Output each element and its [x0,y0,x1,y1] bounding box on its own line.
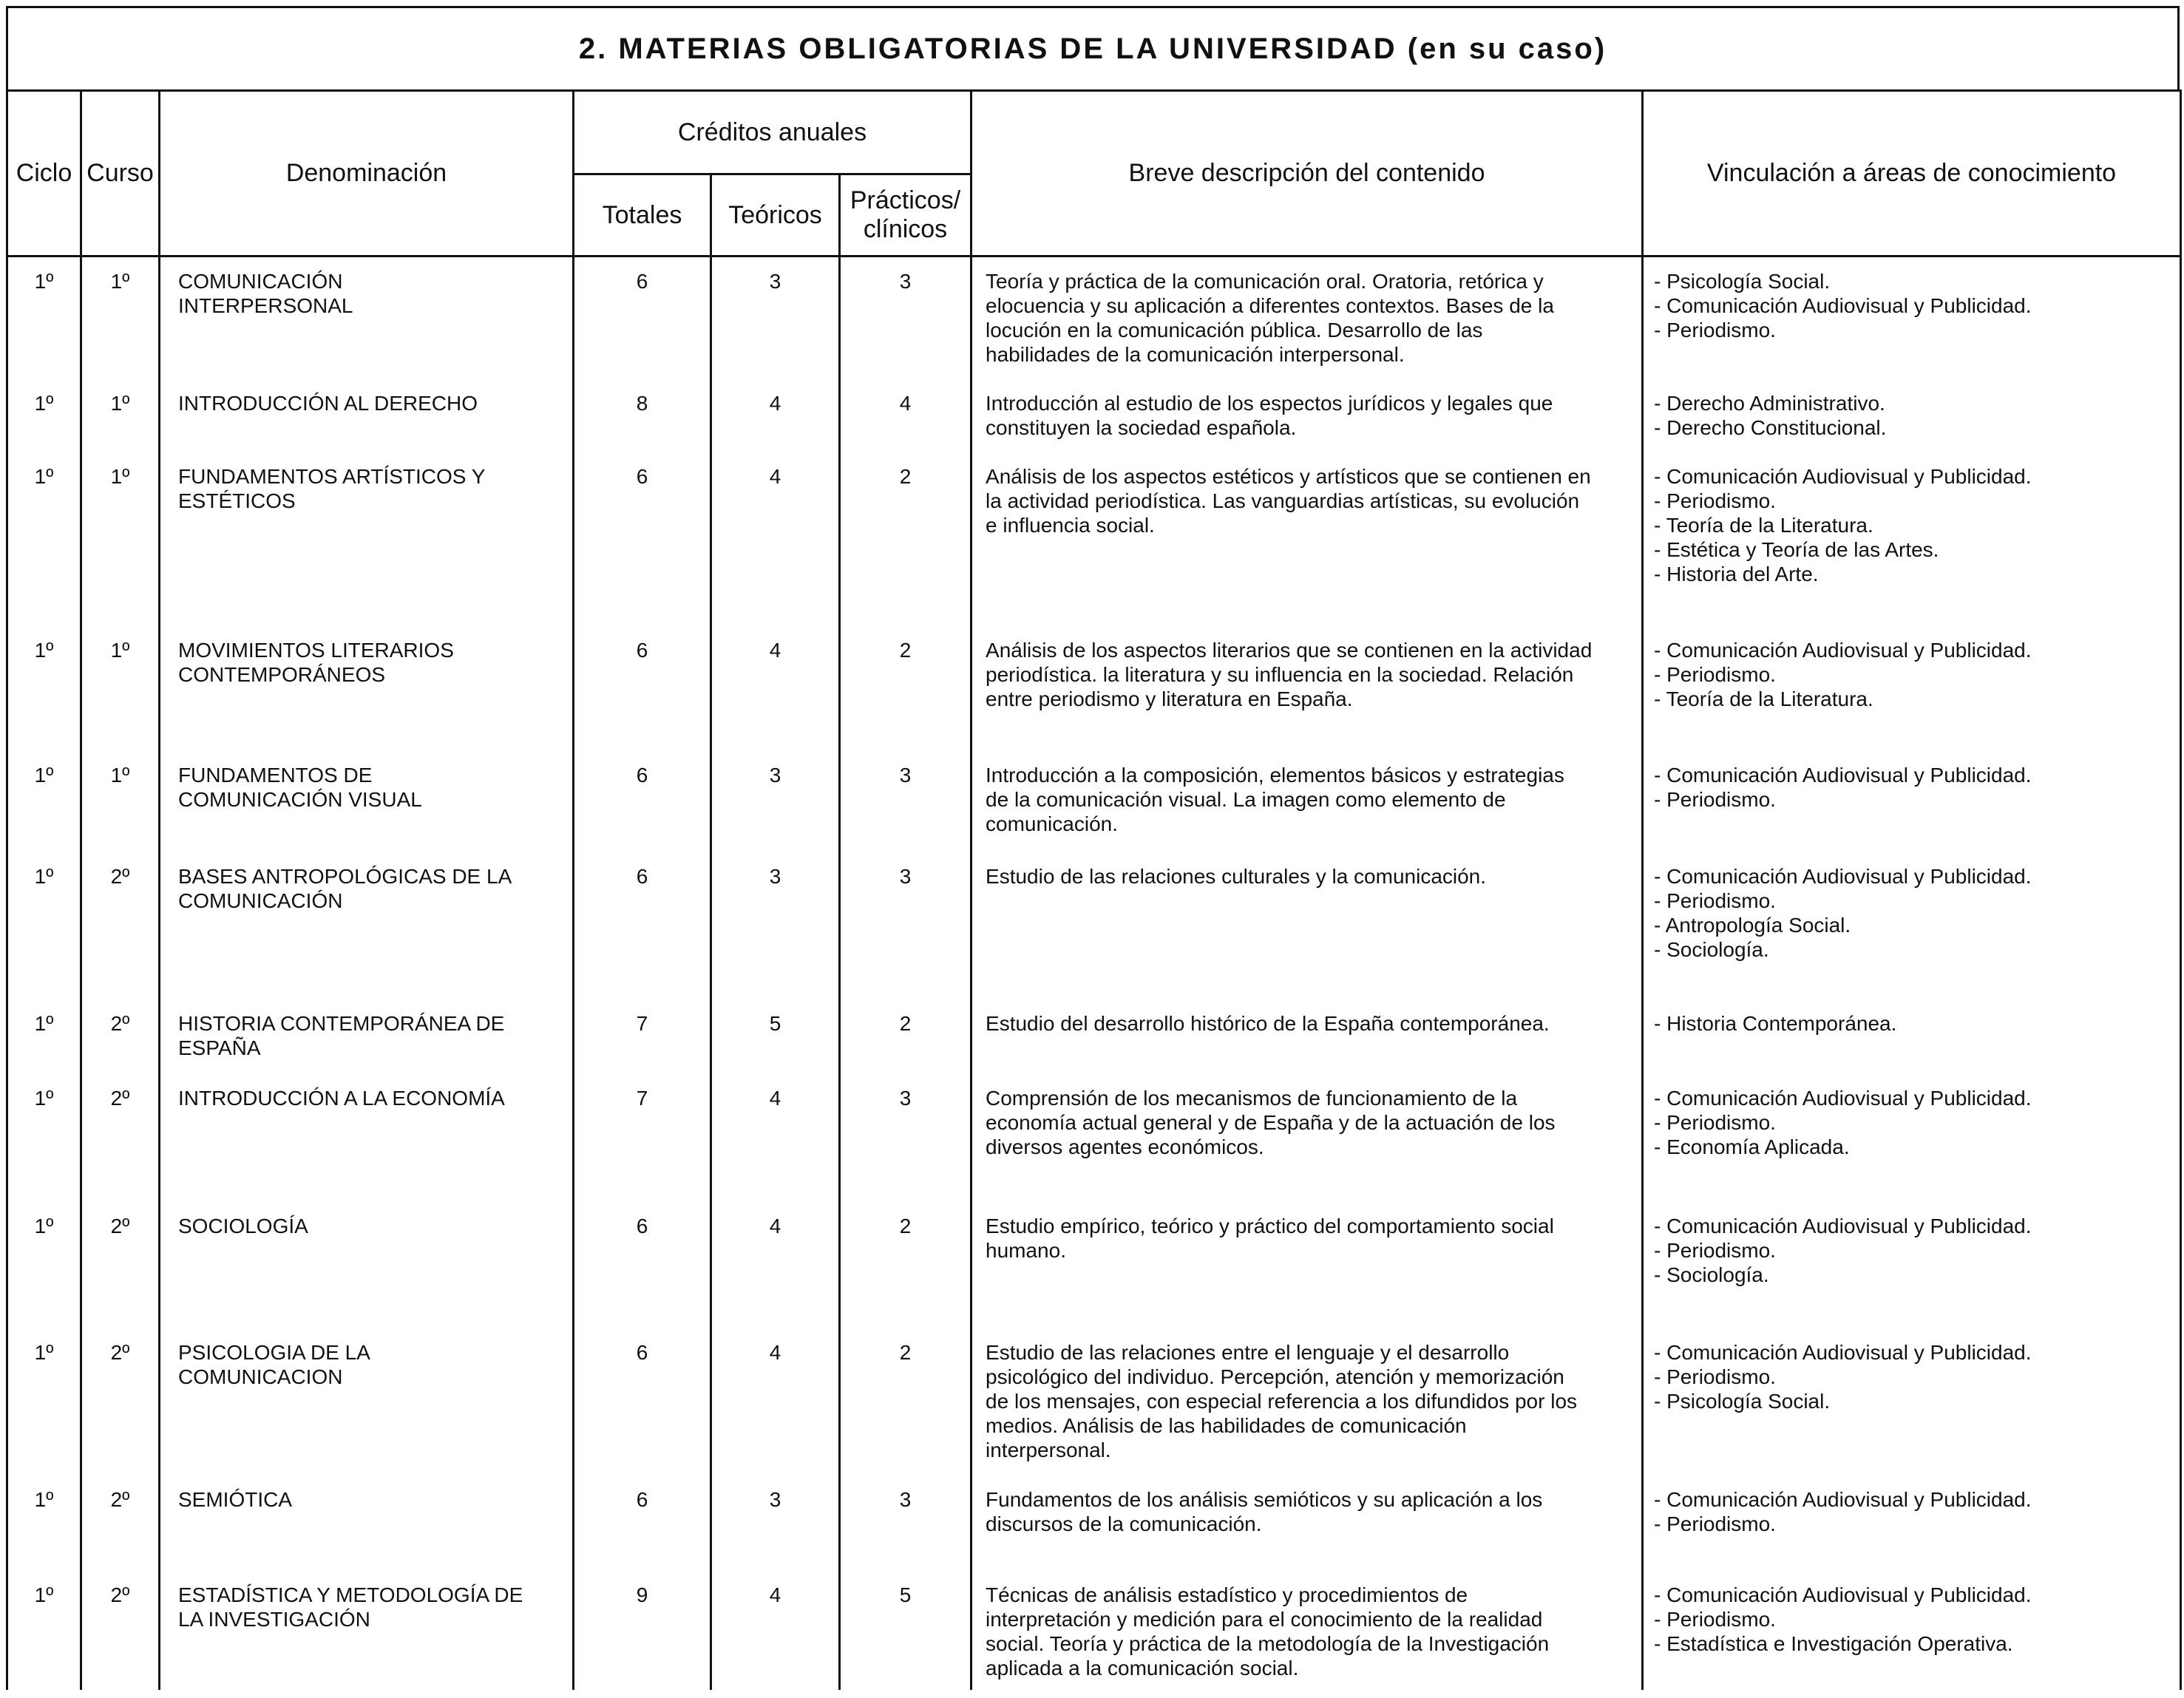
cell-ciclo: 1º [7,999,81,1074]
cell-curso: 1º [81,379,160,452]
header-teoricos: Teóricos [711,174,840,257]
vinculacion-item: - Sociología. [1654,1263,1769,1286]
cell-vinculacion [1643,1571,2181,1690]
header-practicos-line2: clínicos [863,215,948,243]
descripcion-line: elocuencia y su aplicación a diferentes contextos. Bases de la [986,294,1554,317]
cell-totales: 6 [574,452,711,626]
header-descripcion: Breve descripción del contenido [971,91,1643,257]
descripcion-line: la actividad periodística. Las vanguardias artísticas, su evolución [986,489,1580,512]
denominacion-line: FUNDAMENTOS DE [178,764,373,787]
cell-vinculacion [1643,257,2181,380]
cell-curso: 1º [81,751,160,852]
vinculacion-item: - Comunicación Audiovisual y Publicidad. [1654,465,2032,488]
descripcion-line: discursos de la comunicación. [986,1512,1262,1535]
table-row [7,379,2181,452]
cell-totales: 7 [574,999,711,1074]
descripcion-line: diversos agentes económicos. [986,1135,1264,1158]
cell-teoricos: 4 [711,452,840,626]
cell-practicos: 5 [840,1571,971,1690]
cell-denominacion [160,626,574,751]
cell-denominacion [160,751,574,852]
cell-curso: 1º [81,257,160,380]
descripcion-line: Estudio de las relaciones entre el lenguaje y el desarrollo [986,1341,1510,1364]
cell-practicos: 3 [840,751,971,852]
vinculacion-item: - Periodismo. [1654,1239,1776,1262]
descripcion-line: medios. Análisis de las habilidades de comunicación [986,1414,1467,1437]
cell-denominacion [160,1475,574,1571]
cell-vinculacion [1643,452,2181,626]
cell-totales: 9 [574,1571,711,1690]
cell-descripcion [971,999,1643,1074]
vinculacion-item: - Periodismo. [1654,489,1776,512]
vinculacion-item: - Comunicación Audiovisual y Publicidad. [1654,865,2032,888]
cell-descripcion [971,1475,1643,1571]
descripcion-line: Teoría y práctica de la comunicación oral. Oratoria, retórica y [986,270,1544,293]
denominacion-line: INTRODUCCIÓN A LA ECONOMÍA [178,1087,505,1110]
vinculacion-item: - Comunicación Audiovisual y Publicidad. [1654,639,2032,662]
cell-descripcion [971,852,1643,999]
cell-practicos: 2 [840,452,971,626]
cell-ciclo: 1º [7,1202,81,1328]
header-vinculacion: Vinculación a áreas de conocimiento [1643,91,2181,257]
cell-totales: 6 [574,751,711,852]
cell-ciclo: 1º [7,852,81,999]
denominacion-line: BASES ANTROPOLÓGICAS DE LA [178,865,512,888]
cell-denominacion [160,1571,574,1690]
header-denominacion: Denominación [160,91,574,257]
page-title: 2. MATERIAS OBLIGATORIAS DE LA UNIVERSIDAD (en su caso) [578,32,1607,65]
vinculacion-item: - Periodismo. [1654,889,1776,912]
cell-totales: 7 [574,1074,711,1202]
denominacion-line: INTERPERSONAL [178,294,353,317]
table-row [7,1074,2181,1202]
cell-vinculacion [1643,1328,2181,1475]
cell-totales: 6 [574,257,711,380]
table-body [7,257,2181,1691]
cell-ciclo: 1º [7,452,81,626]
vinculacion-item: - Comunicación Audiovisual y Publicidad. [1654,764,2032,787]
vinculacion-item: - Periodismo. [1654,788,1776,811]
cell-totales: 8 [574,379,711,452]
descripcion-line: entre periodismo y literatura en España. [986,687,1353,710]
table-row [7,1202,2181,1328]
denominacion-line: ESTÉTICOS [178,489,296,512]
table-row [7,999,2181,1074]
descripcion-line: economía actual general y de España y de la actuación de los [986,1111,1556,1134]
cell-curso: 1º [81,626,160,751]
denominacion-line: PSICOLOGIA DE LA [178,1341,370,1364]
cell-denominacion [160,1202,574,1328]
cell-curso: 2º [81,1202,160,1328]
cell-practicos: 3 [840,257,971,380]
cell-teoricos: 4 [711,626,840,751]
table-row [7,751,2181,852]
subjects-table [6,89,2182,1690]
denominacion-line: SEMIÓTICA [178,1488,293,1511]
denominacion-line: COMUNICACIÓN VISUAL [178,788,422,811]
cell-teoricos: 4 [711,1328,840,1475]
cell-practicos: 2 [840,1328,971,1475]
cell-totales: 6 [574,1202,711,1328]
cell-ciclo: 1º [7,379,81,452]
descripcion-line: Comprensión de los mecanismos de funcionamiento de la [986,1087,1518,1110]
cell-vinculacion [1643,1202,2181,1328]
cell-totales: 6 [574,1475,711,1571]
descripcion-line: Análisis de los aspectos estéticos y artísticos que se contienen en [986,465,1591,488]
descripcion-line: habilidades de la comunicación interpersonal. [986,343,1405,366]
descripcion-line: locución en la comunicación pública. Desarrollo de las [986,319,1483,342]
descripcion-line: de los mensajes, con especial referencia a los difundidos por los [986,1390,1578,1413]
cell-teoricos: 4 [711,1074,840,1202]
denominacion-line: COMUNICACION [178,1365,343,1388]
cell-teoricos: 5 [711,999,840,1074]
cell-vinculacion [1643,751,2181,852]
table-row [7,452,2181,626]
descripcion-line: constituyen la sociedad española. [986,416,1297,439]
cell-curso: 2º [81,1074,160,1202]
vinculacion-item: - Teoría de la Literatura. [1654,687,1873,710]
descripcion-line: Técnicas de análisis estadístico y procedimientos de [986,1583,1468,1606]
vinculacion-item: - Psicología Social. [1654,270,1831,293]
cell-teoricos: 4 [711,1571,840,1690]
header-totales: Totales [574,174,711,257]
denominacion-line: CONTEMPORÁNEOS [178,663,386,686]
cell-descripcion [971,626,1643,751]
cell-denominacion [160,852,574,999]
vinculacion-item: - Historia Contemporánea. [1654,1012,1897,1035]
vinculacion-item: - Periodismo. [1654,319,1776,342]
vinculacion-item: - Psicología Social. [1654,1390,1831,1413]
table-row [7,852,2181,999]
table-row [7,1328,2181,1475]
vinculacion-item: - Periodismo. [1654,1608,1776,1631]
descripcion-line: Introducción a la composición, elementos básicos y estrategias [986,764,1564,787]
descripcion-line: Estudio empírico, teórico y práctico del comportamiento social [986,1215,1554,1237]
cell-denominacion [160,257,574,380]
descripcion-line: humano. [986,1239,1066,1262]
table-row [7,1571,2181,1690]
denominacion-line: INTRODUCCIÓN AL DERECHO [178,392,478,415]
denominacion-line: HISTORIA CONTEMPORÁNEA DE [178,1012,505,1035]
cell-vinculacion [1643,379,2181,452]
denominacion-line: ESTADÍSTICA Y METODOLOGÍA DE [178,1583,523,1606]
title-box [6,6,2180,92]
descripcion-line: Fundamentos de los análisis semióticos y su aplicación a los [986,1488,1543,1511]
descripcion-line: Análisis de los aspectos literarios que se contienen en la actividad [986,639,1593,662]
cell-denominacion [160,1074,574,1202]
vinculacion-item: - Antropología Social. [1654,914,1851,937]
descripcion-line: psicológico del individuo. Percepción, atención y memorización [986,1365,1564,1388]
cell-vinculacion [1643,852,2181,999]
cell-practicos: 2 [840,999,971,1074]
vinculacion-item: - Comunicación Audiovisual y Publicidad. [1654,1583,2032,1606]
cell-practicos: 3 [840,852,971,999]
vinculacion-item: - Teoría de la Literatura. [1654,514,1873,537]
cell-vinculacion [1643,1475,2181,1571]
denominacion-line: FUNDAMENTOS ARTÍSTICOS Y [178,465,486,488]
cell-curso: 1º [81,452,160,626]
cell-descripcion [971,1571,1643,1690]
header-practicos-line1: Prácticos/ [849,186,961,214]
cell-denominacion [160,999,574,1074]
denominacion-line: COMUNICACIÓN [178,270,343,293]
descripcion-line: aplicada a la comunicación social. [986,1657,1299,1680]
cell-denominacion [160,1328,574,1475]
denominacion-line: COMUNICACIÓN [178,889,343,912]
cell-denominacion [160,379,574,452]
descripcion-line: comunicación. [986,812,1118,835]
cell-totales: 6 [574,1328,711,1475]
table-row [7,626,2181,751]
cell-ciclo: 1º [7,1328,81,1475]
cell-curso: 2º [81,1328,160,1475]
cell-ciclo: 1º [7,751,81,852]
cell-curso: 2º [81,1571,160,1690]
vinculacion-item: - Comunicación Audiovisual y Publicidad. [1654,1087,2032,1110]
cell-vinculacion [1643,999,2181,1074]
vinculacion-item: - Comunicación Audiovisual y Publicidad. [1654,1488,2032,1511]
descripcion-line: interpersonal. [986,1439,1111,1461]
cell-practicos: 3 [840,1074,971,1202]
vinculacion-item: - Comunicación Audiovisual y Publicidad. [1654,1341,2032,1364]
header-curso: Curso [81,91,160,257]
cell-descripcion [971,1328,1643,1475]
cell-teoricos: 3 [711,1475,840,1571]
header-practicos [840,174,971,257]
cell-curso: 2º [81,1475,160,1571]
vinculacion-item: - Periodismo. [1654,663,1776,686]
cell-practicos: 3 [840,1475,971,1571]
cell-ciclo: 1º [7,626,81,751]
cell-descripcion [971,1074,1643,1202]
descripcion-line: Introducción al estudio de los espectos jurídicos y legales que [986,392,1553,415]
vinculacion-item: - Periodismo. [1654,1111,1776,1134]
cell-ciclo: 1º [7,1571,81,1690]
cell-teoricos: 3 [711,751,840,852]
cell-practicos: 4 [840,379,971,452]
denominacion-line: MOVIMIENTOS LITERARIOS [178,639,454,662]
cell-totales: 6 [574,626,711,751]
cell-descripcion [971,379,1643,452]
cell-teoricos: 3 [711,257,840,380]
table-row [7,1475,2181,1571]
header-ciclo: Ciclo [7,91,81,257]
descripcion-line: Estudio de las relaciones culturales y la comunicación. [986,865,1487,888]
cell-vinculacion [1643,626,2181,751]
cell-descripcion [971,452,1643,626]
descripcion-line: de la comunicación visual. La imagen como elemento de [986,788,1506,811]
vinculacion-item: - Estética y Teoría de las Artes. [1654,538,1939,561]
cell-totales: 6 [574,852,711,999]
denominacion-line: LA INVESTIGACIÓN [178,1608,370,1631]
cell-ciclo: 1º [7,1475,81,1571]
cell-teoricos: 4 [711,379,840,452]
descripcion-line: social. Teoría y práctica de la metodología de la Investigación [986,1632,1550,1655]
vinculacion-item: - Estadística e Investigación Operativa. [1654,1632,2013,1655]
descripcion-line: interpretación y medición para el conocimiento de la realidad [986,1608,1543,1631]
vinculacion-item: - Comunicación Audiovisual y Publicidad. [1654,294,2032,317]
vinculacion-item: - Periodismo. [1654,1512,1776,1535]
cell-descripcion [971,1202,1643,1328]
denominacion-line: SOCIOLOGÍA [178,1215,308,1237]
cell-descripcion [971,257,1643,380]
vinculacion-item: - Derecho Administrativo. [1654,392,1885,415]
cell-vinculacion [1643,1074,2181,1202]
table-header [7,91,2181,257]
table-row [7,257,2181,380]
vinculacion-item: - Periodismo. [1654,1365,1776,1388]
vinculacion-item: - Sociología. [1654,938,1769,961]
denominacion-line: ESPAÑA [178,1036,261,1059]
descripcion-line: periodística. la literatura y su influencia en la sociedad. Relación [986,663,1574,686]
cell-teoricos: 4 [711,1202,840,1328]
descripcion-line: e influencia social. [986,514,1155,537]
cell-ciclo: 1º [7,1074,81,1202]
vinculacion-item: - Comunicación Audiovisual y Publicidad. [1654,1215,2032,1237]
cell-denominacion [160,452,574,626]
cell-practicos: 2 [840,626,971,751]
cell-descripcion [971,751,1643,852]
header-creditos: Créditos anuales [574,91,971,174]
vinculacion-item: - Derecho Constitucional. [1654,416,1887,439]
cell-teoricos: 3 [711,852,840,999]
cell-curso: 2º [81,852,160,999]
cell-ciclo: 1º [7,257,81,380]
vinculacion-item: - Historia del Arte. [1654,563,1819,585]
cell-curso: 2º [81,999,160,1074]
vinculacion-item: - Economía Aplicada. [1654,1135,1850,1158]
descripcion-line: Estudio del desarrollo histórico de la España contemporánea. [986,1012,1550,1035]
cell-practicos: 2 [840,1202,971,1328]
